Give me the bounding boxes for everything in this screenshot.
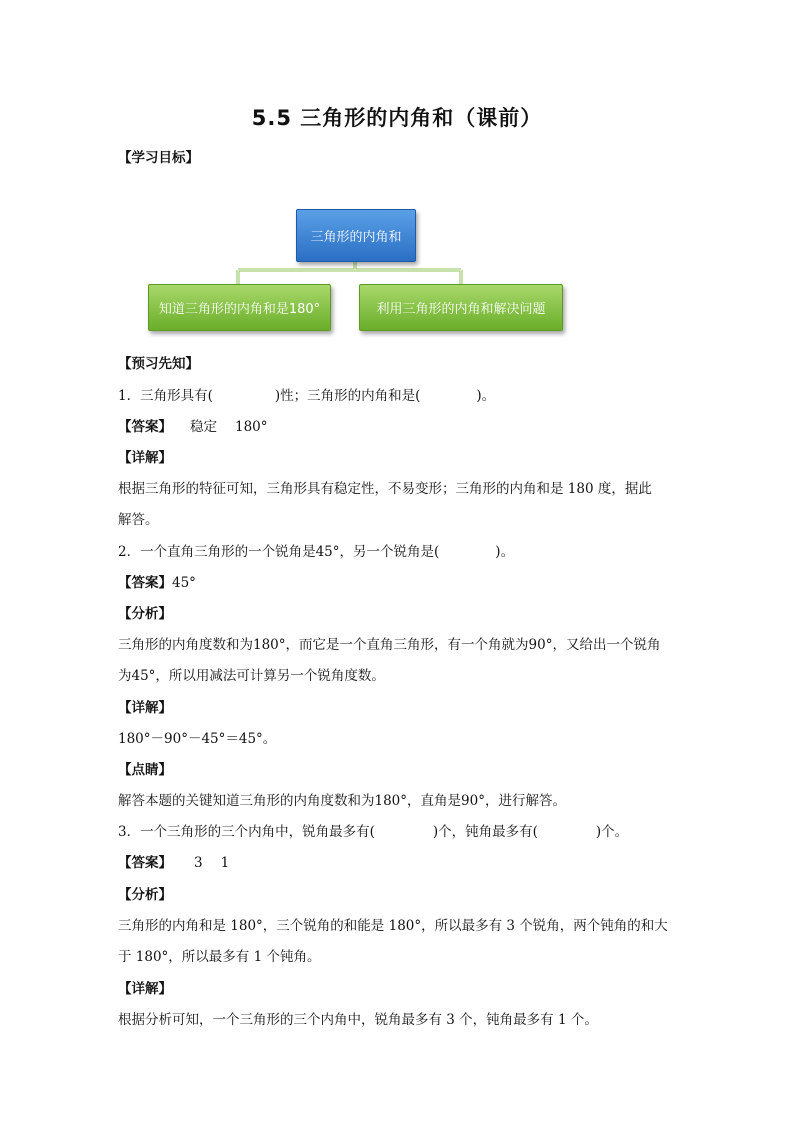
tip-2: 解答本题的关键知道三角形的内角度数和为180°，直角是90°，进行解答。: [118, 793, 566, 809]
detail-3: 根据分析可知，一个三角形的三个内角中，锐角最多有 3 个，钝角最多有 1 个。: [118, 1012, 598, 1028]
question-2: 2．一个直角三角形的一个锐角是45°，另一个锐角是( )。: [118, 544, 515, 560]
analysis-label-2: 【分析】: [118, 606, 172, 622]
diagram-root-box: 三角形的内角和: [296, 209, 416, 262]
section-heading-preview: 【预习先知】: [118, 356, 199, 372]
question-1: 1．三角形具有( )性；三角形的内角和是( )。: [118, 388, 496, 404]
page-title: 5.5 三角形的内角和（课前）: [251, 106, 543, 130]
answer-2: 【答案】45°: [118, 575, 196, 591]
detail-1-line-2: 解答。: [118, 512, 159, 528]
section-heading-goals: 【学习目标】: [118, 150, 199, 166]
detail-1-line-1: 根据三角形的特征可知，三角形具有稳定性，不易变形；三角形的内角和是 180 度，据此: [118, 481, 652, 497]
detail-label-3: 【详解】: [118, 981, 172, 997]
question-3: 3．一个三角形的三个内角中，锐角最多有( )个，钝角最多有( )个。: [118, 824, 629, 840]
detail-label-2: 【详解】: [118, 700, 172, 716]
analysis-2-line-2: 为45°，所以用减法可计算另一个锐角度数。: [118, 668, 385, 684]
answer-3: 【答案】 3 1: [118, 855, 230, 871]
analysis-3-line-2: 于 180°，所以最多有 1 个钝角。: [118, 949, 321, 965]
detail-2: 180°－90°－45°＝45°。: [118, 731, 277, 747]
diagram-child-box-1: 知道三角形的内角和是180°: [148, 284, 331, 331]
tip-label-2: 【点睛】: [118, 762, 172, 778]
diagram-child-box-2: 利用三角形的内角和解决问题: [359, 284, 563, 331]
detail-label-1: 【详解】: [118, 450, 172, 466]
analysis-label-3: 【分析】: [118, 887, 172, 903]
analysis-3-line-1: 三角形的内角和是 180°，三个锐角的和能是 180°，所以最多有 3 个锐角，两个钝角的和大: [118, 918, 668, 934]
answer-1: 【答案】 稳定 180°: [118, 419, 268, 435]
analysis-2-line-1: 三角形的内角度数和为180°，而它是一个直角三角形，有一个角就为90°，又给出一个锐角: [118, 637, 661, 653]
